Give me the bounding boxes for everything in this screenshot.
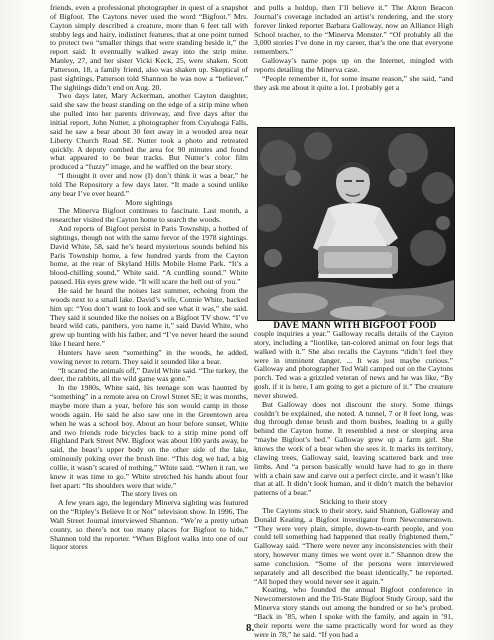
photo-caption: DAVE MANN WITH BIGFOOT FOOD [273, 320, 437, 330]
subheading: More sightings [125, 197, 173, 207]
paragraph: Keating, who founded the annual Bigfoot conference in Newcomerstown and the Tri-State Bigfoot Study Group, said the Minerva story stands out among the hundred or so he’s probed. “Back in ’85, when I spoke with the family, and again in ’91, their reports were the same practically word for word as they were in 78,” he said. “If you had a [254, 585, 453, 639]
paragraph: The Minerva Bigfoot continues to fascinate. Last month, a researcher visited the Cayton home to search the woods. [50, 206, 248, 225]
paragraph: friends, even a professional photographer in quest of a snapshot of Bigfoot. The Caytons never used the word “Bigfoot.” Mrs. Cayton simply described a creature, more than 6 feet tall with stubby legs and hairy, indistinct features, that at one point turned to protect two “smaller things that were standing beside it,” the report said. It eventually walked away into the strip mine. Manley, 27, and her sister Vicki Keck, 25, were shaken. Scott Patterson, 18, a family friend, also was shaken up. Skeptical of past sightings, Patterson told Shannon he was now a “believer.” The sightings didn’t end on Aug. 20. [50, 3, 248, 92]
paragraph: Two days later, Mary Ackerman, another Cayton daughter, said she saw the beast standing on the edge of a strip mine when she pulled into her parents driveway, and five days after the initial report, John Nutter, a photographer from Cuyahoga Falls, said he saw a bear about 30 feet away in a wooded area near Liberty Church Road SE. Nutter took a photo and retreated quickly. A deputy combed the area for 90 minutes and found what appeared to be bear tracks. But Nutter’s color film produced a “fuzzy” image, and he waffled on the bear story. [50, 91, 248, 172]
subheading: The story lives on [120, 489, 178, 499]
right-column-bottom [254, 330, 453, 640]
left-column [50, 4, 248, 552]
paragraph: But Galloway does not discount the story. Some things couldn’t be explained, she noted. A tunnel, 7 or 8 feet long, was dug through dense brush and thorn bushes, leading to a gully behind the Cayton home. It resembled a nest or sleeping area “maybe Bigfoot’s bed.” Galloway grew up a farm girl. She knows the work of a bear when she sees it. It marks its territory, clawing trees, Galloway said, leaving scattered bark and tree limbs. And “a person basically would have had to go in there with a chain saw and carve out a perfect circle, and it wasn’t like that at all. It didn’t look human, and it didn’t match the behavior patterns of a bear.” [254, 399, 453, 498]
paragraph: “It scared the animals off,” David White said. “The turkey, the deer, the rabbits, all the wild game was gone.” [50, 365, 248, 384]
paragraph: A few years ago, the legendary Minerva sighting was featured on the “Ripley’s Believe It or Not” television show. In 1996, The Wall Street Journal interviewed Shannon. “We’re a pretty urban county, so there’s not too many places for Bigfoot to hide,” Shannon told the reporter. “When Bigfoot walks into one of our liquor stores [50, 498, 248, 552]
paragraph: Galloway’s name pops up on the Internet, mingled with reports detailing the Minerva case. [254, 56, 453, 74]
paragraph: In the 1980s, White said, his teenage son was haunted by “something” in a remote area on Crowl Street SE; it was months, maybe more than a year, before his son would camp in those woods again. He said he also saw one in the Greentown area when he was a school boy. About an hour before sunset, White and two friends rode bicycles back to a strip mine pond off Highland Park Street NW. Bigfoot was about 100 yards away, he said, the beast’s upper body on the other side of the lake, ominously poking over the brush line. “This dog we had, a big collie, it wasn’t scared of nothing,” White said. “When it ran, we knew it was time to go.” White stretched his hands about four feet apart: “Its shoulders were that wide.” [50, 383, 248, 490]
paragraph: He said he heard the noises last summer, echoing from the woods next to a small lake. David’s wife, Connie White, backed him up: “You don’t want to look and see what it was,” she said. They said it sounded like the noises on a Bigfoot TV show. “I’ve heard wild cats, panthers, you name it,” said David White, who grew up hunting with his father, and “I’ve never heard the sound like I heard here.” [50, 286, 248, 349]
paragraph: The Caytons stuck to their story, said Shannon, Galloway and Donald Keating, a Bigfoot investigator from Newcomerstown. “They were very plain, simple, down-to-earth people, and you could tell something had happened that really frightened them,” Galloway said. “There were never any inconsistencies with their story, however many times we went over it.” Shannon drew the same conclusion. “Some of the persons were interviewed separately and all described the beast identically,” he reported. “All hoped they would never see it again.” [254, 505, 453, 586]
photo-dave-mann [257, 127, 455, 321]
paragraph: “I thought it over and now (I) don’t think it was a bear,” he told The Repository a few days later. “It made a sound unlike any bear I’ve ever heard.” [50, 171, 248, 198]
page-number: 8. [246, 622, 255, 634]
paragraph: couple inquiries a year.” Galloway recalls details of the Cayton story, including a “lionlike, tan-colored animal on four legs that walked with it.” She also recalls the Caytons “didn’t feel they were in imminent danger. ... It was just maybe curious.” Galloway and photographer Ted Wall camped out on the Caytons porch. Ted was a grizzled veteran of news and he was like, “By gosh, if it is here, I am going to get a picture of it.” The creature never showed. [254, 329, 453, 400]
right-column-top [254, 4, 453, 92]
paragraph: and pulls a holdup, then I’ll believe it.” The Akron Beacon Journal’s coverage included an artist’s rendering, and the story forever linked reporter Barbara Galloway, now an Alliance High School teacher, to the “Minerva Monster.” “Of probably all the 3,000 stories I’ve done in my career, that’s the one that everyone remembers.” [254, 3, 453, 57]
paragraph: Hunters have seen “something” in the woods, he added, vowing never to return. They said it sounded like a bear. [50, 347, 248, 366]
paragraph: “People remember it, for some insane reason,” she said, “and they ask me about it quite a lot. I probably get a [254, 73, 453, 92]
subheading: Sticking to their story [319, 497, 388, 507]
paragraph: And reports of Bigfoot persist in Paris Township, a hotbed of sightings, though not with the same fervor of the 1978 sightings. David White, 58, said he’s heard mysterious sounds behind his Paris Township home, a few hundred yards from the Cayton home, at the rear of Skyland Hills Mobile Home Park. “It’s a blood-chilling sound,” White said. “A curdling sound.” White paused. His eyes grew wide. “It will scare the hell out of you.” [50, 224, 248, 287]
photo-image [258, 128, 454, 320]
